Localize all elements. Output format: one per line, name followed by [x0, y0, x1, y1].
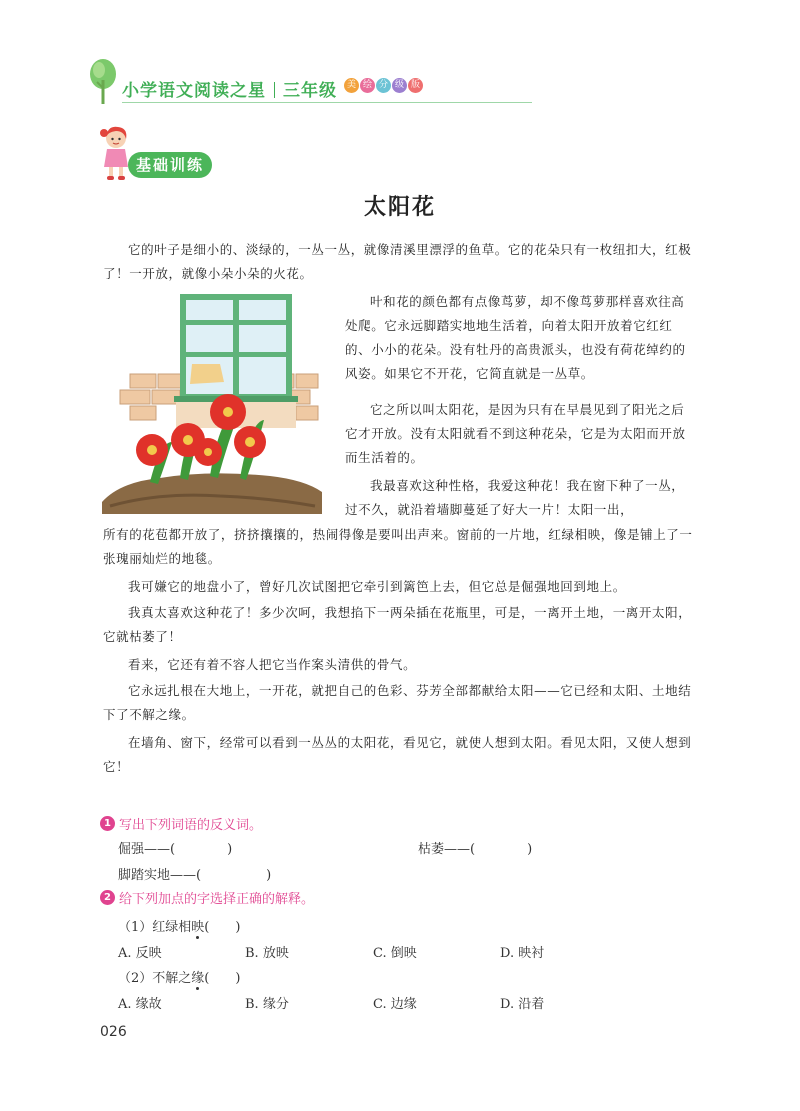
question-number-badge: 1 [100, 816, 115, 831]
girl-mascot-icon [98, 125, 134, 181]
paragraph: 我最喜欢这种性格，我爱这种花！我在窗下种了一丛，过不久，就沿着墙脚蔓延了好大一片！太阳一出， [345, 478, 685, 517]
option-a[interactable]: A. 缘故 [118, 997, 162, 1012]
question-text: 给下列加点的字选择正确的解释。 [119, 892, 315, 907]
page-header [88, 58, 468, 108]
tree-icon [88, 58, 120, 106]
question-text: 写出下列词语的反义词。 [119, 818, 263, 833]
edition-char: 级 [392, 78, 407, 93]
edition-char: 分 [376, 78, 391, 93]
edition-badge [344, 78, 423, 93]
series-title: 小学语文阅读之星 三年级 [122, 81, 337, 101]
edition-char: 绘 [360, 78, 375, 93]
paragraph: 我真太喜欢这种花了！多少次呵，我想掐下一两朵插在花瓶里，可是，一离开土地，一离开太阳，它就枯萎了！ [103, 605, 692, 644]
paragraph: 所有的花苞都开放了，挤挤攘攘的，热闹得像是要叫出声来。窗前的一片地，红绿相映，像是铺上了一张瑰丽灿烂的地毯。 [103, 527, 693, 566]
antonym-item[interactable]: 脚踏实地——( ) [118, 868, 272, 883]
option-c[interactable]: C. 边缘 [373, 997, 417, 1012]
page-number: 026 [100, 1024, 127, 1040]
antonym-item[interactable]: 倔强——( ) [118, 842, 233, 857]
header-divider [122, 102, 532, 103]
option-b[interactable]: B. 缘分 [245, 997, 289, 1012]
paragraph: 它的叶子是细小的、淡绿的，一丛一丛，就像清溪里漂浮的鱼草。它的花朵只有一枚纽扣大，红极了！一开放，就像小朵小朵的火花。 [103, 242, 692, 281]
paragraph: 叶和花的颜色都有点像茑萝，却不像茑萝那样喜欢往高处爬。它永远脚踏实地地生活着，向着太阳开放着它红红的、小小的花朵。没有牡丹的高贵派头，也没有荷花绰约的风姿。如果它不开花，它简直就是一丛草。 [345, 294, 686, 381]
paragraph: 在墙角、窗下，经常可以看到一丛丛的太阳花，看见它，就使人想到太阳。看见太阳，又使人想到它！ [103, 735, 692, 774]
option-d[interactable]: D. 映衬 [500, 946, 545, 961]
antonym-item[interactable]: 枯萎——( ) [418, 842, 533, 857]
sub-question-1: （1）红绿相映( ) [118, 920, 241, 935]
question-1-prompt [100, 814, 262, 833]
section-label: 基础训练 [128, 152, 212, 178]
paragraph: 看来，它还有着不容人把它当作案头清供的骨气。 [128, 657, 417, 672]
paragraph: 它之所以叫太阳花，是因为只有在早晨见到了阳光之后它才开放。没有太阳就看不到这种花朵，它是为太阳而开放而生活着的。 [345, 402, 686, 465]
sub-question-2: （2）不解之缘( ) [118, 971, 241, 986]
edition-char: 美 [344, 78, 359, 93]
question-number-badge: 2 [100, 890, 115, 905]
option-d[interactable]: D. 沿着 [500, 997, 545, 1012]
paragraph: 我可嫌它的地盘小了，曾好几次试图把它牵引到篱笆上去，但它总是倔强地回到地上。 [128, 579, 626, 594]
article-title: 太阳花 [363, 194, 436, 220]
question-2-prompt [100, 888, 314, 907]
option-c[interactable]: C. 倒映 [373, 946, 417, 961]
option-a[interactable]: A. 反映 [118, 946, 162, 961]
option-b[interactable]: B. 放映 [245, 946, 289, 961]
edition-char: 版 [408, 78, 423, 93]
paragraph: 它永远扎根在大地上，一开花，就把自己的色彩、芬芳全部都献给太阳——它已经和太阳、土地结下了不解之缘。 [103, 683, 692, 722]
flower-window-illustration [100, 292, 325, 517]
